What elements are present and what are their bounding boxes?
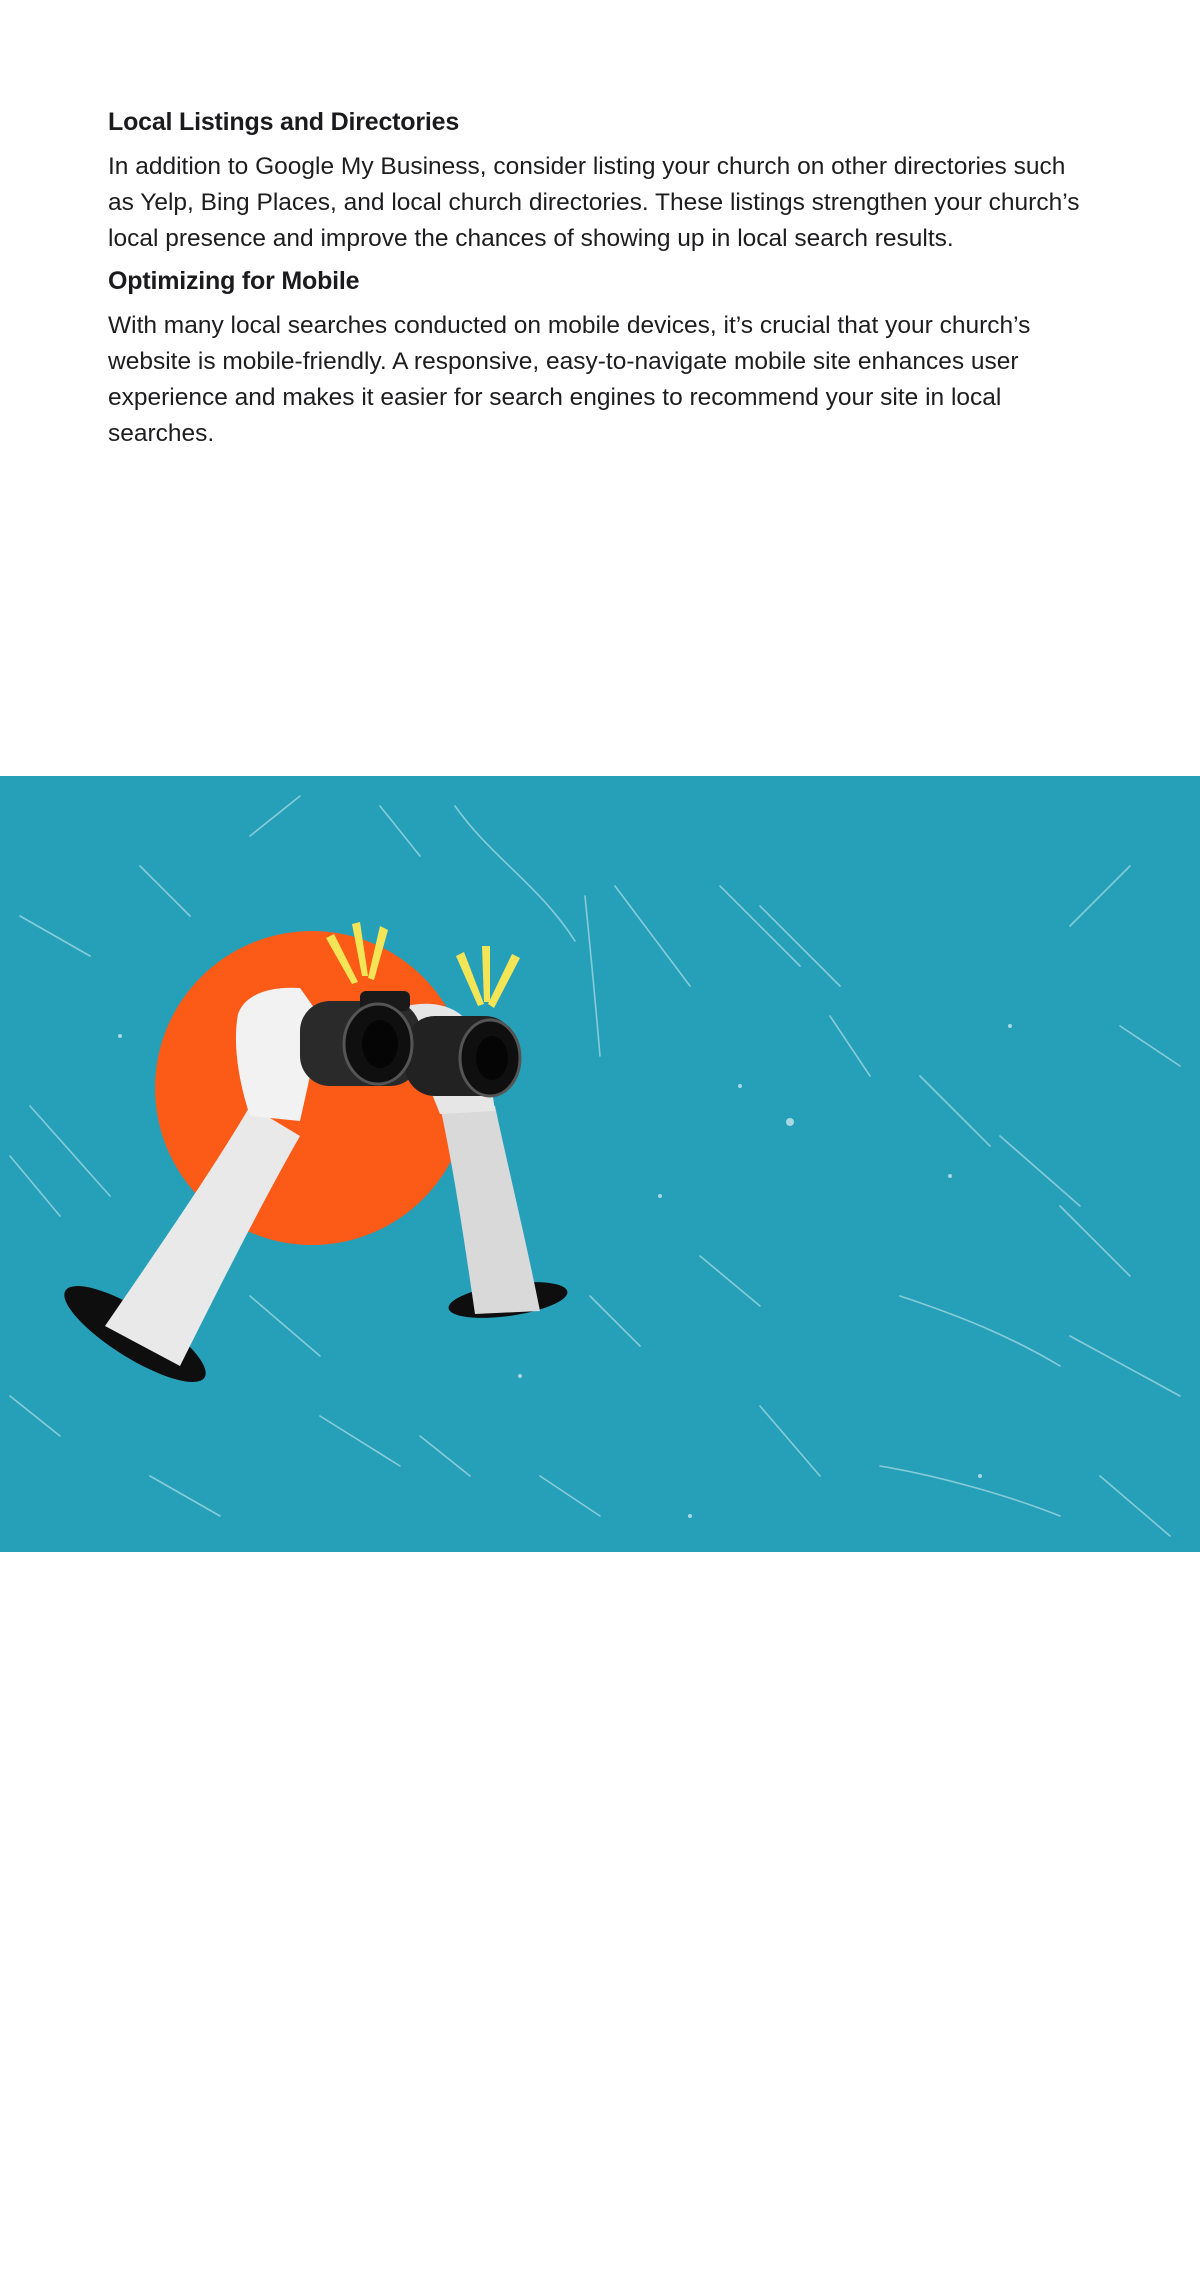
section-body-local-listings: In addition to Google My Business, consider listing your church on other directories such as Yelp, Bing Places, and local church directories. These listings strengthen your church’s local presence and improve the chances of showing up in local search results. — [108, 153, 1080, 252]
binoculars-illustration — [0, 776, 1200, 2285]
page-number: 14 — [587, 2260, 613, 2285]
section-heading-local-listings: Local Listings and Directories — [108, 108, 460, 136]
right-arm — [440, 1106, 540, 1314]
illustration-graphic — [0, 776, 1200, 1552]
section-heading-mobile: Optimizing for Mobile — [108, 267, 360, 295]
section-body-mobile: With many local searches conducted on mobile devices, it’s crucial that your church’s website is mobile-friendly. A responsive, easy-to-navigate mobile site enhances user experience and makes it easier for search engines to recommend your site in local searches. — [108, 312, 1031, 447]
page-content — [108, 108, 1098, 462]
